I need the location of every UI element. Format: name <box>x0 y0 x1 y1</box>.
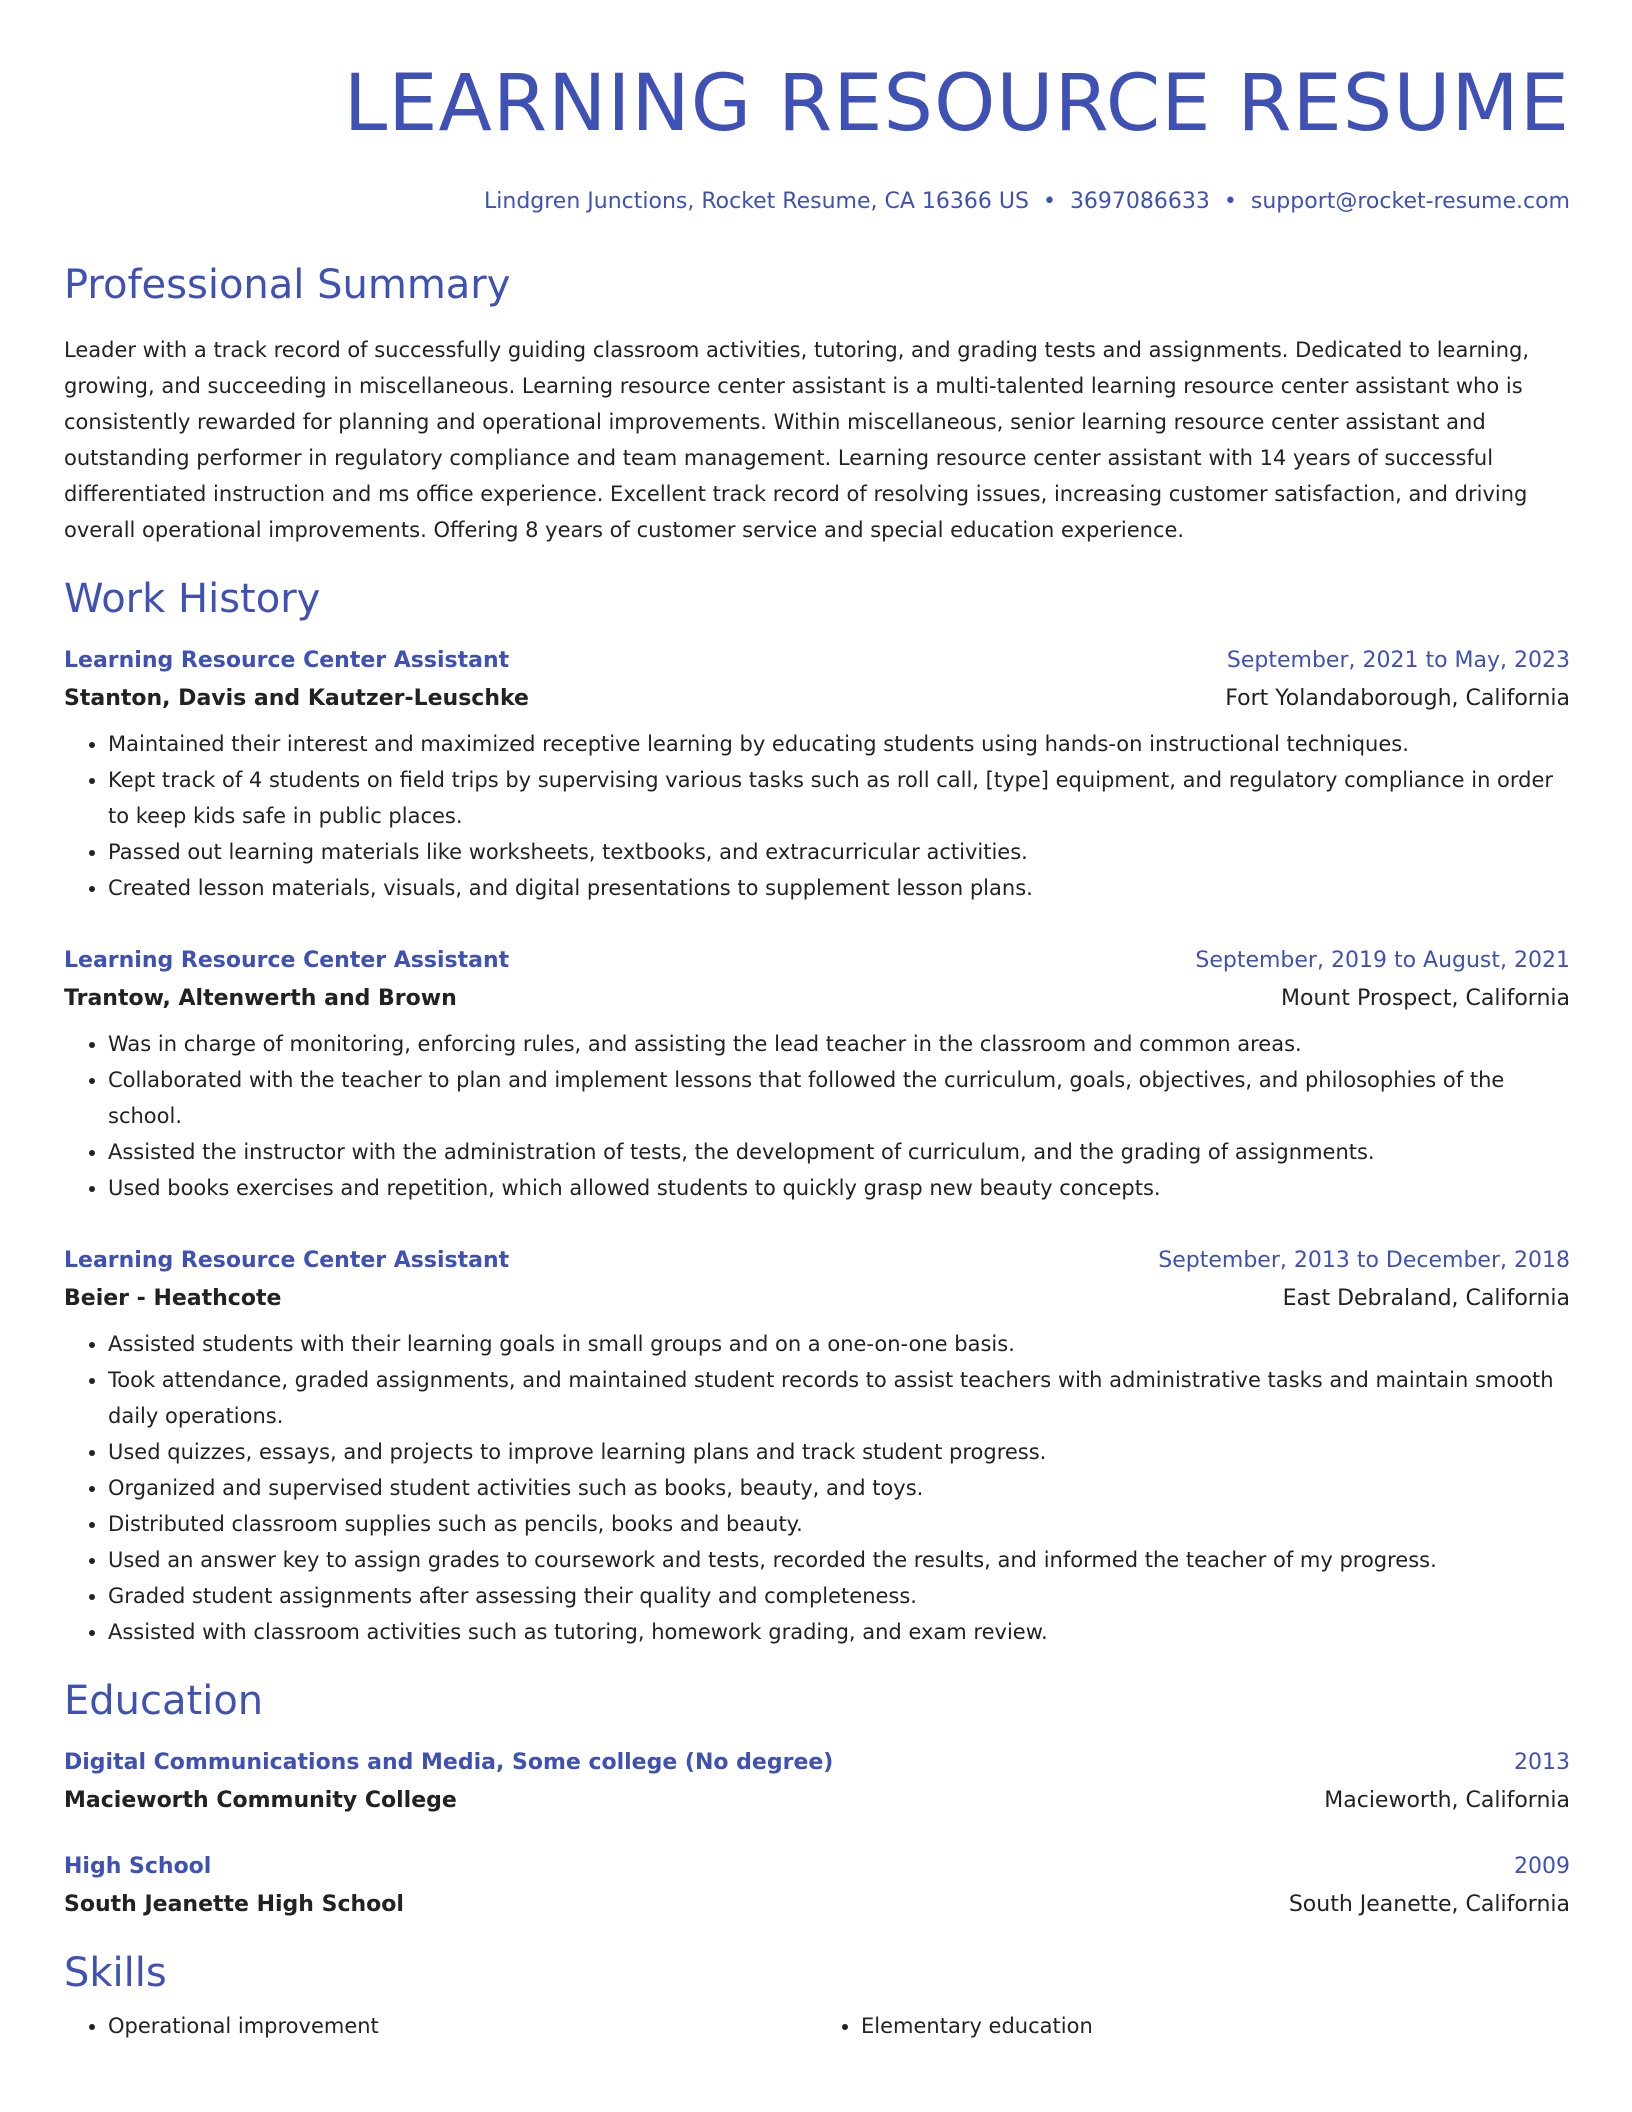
job-role: Learning Resource Center Assistant <box>64 948 510 973</box>
job-bullet: • Assisted the instructor with the administration of tests, the development of curriculum, and the grading of assignments. <box>108 1134 1570 1170</box>
education-year: 2013 <box>1514 1750 1570 1775</box>
resume-header <box>64 56 1570 216</box>
job-company-row <box>64 984 1570 1014</box>
education-school-row <box>64 1890 1570 1920</box>
job-location: Mount Prospect, California <box>1281 986 1570 1011</box>
contact-address: Lindgren Junctions, Rocket Resume, CA 16366 US <box>484 189 1029 214</box>
job-title-row <box>64 646 1570 676</box>
job-bullet: • Passed out learning materials like worksheets, textbooks, and extracurricular activities. <box>108 834 1570 870</box>
contact-separator: • <box>1042 189 1056 214</box>
job-company-row <box>64 1284 1570 1314</box>
education-degree-row <box>64 1748 1570 1778</box>
job-bullet: • Used books exercises and repetition, which allowed students to quickly grasp new beauty concepts. <box>108 1170 1570 1206</box>
job-bullet: • Kept track of 4 students on field trips by supervising various tasks such as roll call, [type] equipment, and regulatory compliance in order to keep kids safe in public places. <box>108 762 1570 834</box>
education-title: Education <box>64 1678 264 1724</box>
education-list <box>64 1748 1570 1920</box>
job-bullet: • Assisted students with their learning goals in small groups and on a one-on-one basis. <box>108 1326 1570 1362</box>
skills-list <box>64 2008 1570 2044</box>
education-degree: Digital Communications and Media, Some college (No degree) <box>64 1750 834 1775</box>
job-bullet: • Collaborated with the teacher to plan and implement lessons that followed the curriculum, goals, objectives, and philosophies of the school. <box>108 1062 1570 1134</box>
job-bullet: • Organized and supervised student activities such as books, beauty, and toys. <box>108 1470 1570 1506</box>
skills-column-left <box>64 2008 817 2044</box>
job-bullet: • Used an answer key to assign grades to coursework and tests, recorded the results, and informed the teacher of my progress. <box>108 1542 1570 1578</box>
job-bullet: • Distributed classroom supplies such as pencils, books and beauty. <box>108 1506 1570 1542</box>
education-entry <box>64 1852 1570 1920</box>
skill-item: • Elementary education <box>861 2008 1570 2044</box>
job-dates: September, 2021 to May, 2023 <box>1226 648 1570 673</box>
job-title-row <box>64 1246 1570 1276</box>
job-bullets <box>64 726 1570 906</box>
job-entry <box>64 646 1570 906</box>
education-school-row <box>64 1786 1570 1816</box>
job-location: East Debraland, California <box>1282 1286 1570 1311</box>
job-dates: September, 2019 to August, 2021 <box>1195 948 1570 973</box>
education-year: 2009 <box>1514 1854 1570 1879</box>
job-bullets <box>64 1026 1570 1206</box>
job-bullet: • Assisted with classroom activities such as tutoring, homework grading, and exam review. <box>108 1614 1570 1650</box>
skills-title: Skills <box>64 1950 167 1996</box>
summary-title: Professional Summary <box>64 262 511 308</box>
job-company: Beier - Heathcote <box>64 1286 282 1311</box>
job-dates: September, 2013 to December, 2018 <box>1158 1248 1570 1273</box>
job-bullets <box>64 1326 1570 1650</box>
contact-line <box>64 188 1570 216</box>
job-company-row <box>64 684 1570 714</box>
education-location: Macieworth, California <box>1324 1788 1570 1813</box>
education-location: South Jeanette, California <box>1288 1892 1570 1917</box>
skills-column-right <box>817 2008 1570 2044</box>
job-bullet: • Maintained their interest and maximized receptive learning by educating students using hands-on instructional techniques. <box>108 726 1570 762</box>
contact-email: support@rocket-resume.com <box>1250 189 1570 214</box>
contact-phone: 3697086633 <box>1069 189 1210 214</box>
resume-name: LEARNING RESOURCE RESUME <box>343 59 1570 149</box>
job-entry <box>64 1246 1570 1650</box>
education-degree-row <box>64 1852 1570 1882</box>
contact-separator: • <box>1223 189 1237 214</box>
job-bullet: • Was in charge of monitoring, enforcing rules, and assisting the lead teacher in the classroom and common areas. <box>108 1026 1570 1062</box>
education-school: South Jeanette High School <box>64 1892 404 1917</box>
job-entry <box>64 946 1570 1206</box>
job-title-row <box>64 946 1570 976</box>
job-bullet: • Created lesson materials, visuals, and digital presentations to supplement lesson plans. <box>108 870 1570 906</box>
job-role: Learning Resource Center Assistant <box>64 648 510 673</box>
job-company: Trantow, Altenwerth and Brown <box>64 986 457 1011</box>
job-bullet: • Graded student assignments after assessing their quality and completeness. <box>108 1578 1570 1614</box>
job-bullet: • Used quizzes, essays, and projects to improve learning plans and track student progress. <box>108 1434 1570 1470</box>
education-entry <box>64 1748 1570 1816</box>
education-school: Macieworth Community College <box>64 1788 457 1813</box>
job-role: Learning Resource Center Assistant <box>64 1248 510 1273</box>
education-degree: High School <box>64 1854 212 1879</box>
skill-item: • Operational improvement <box>108 2008 817 2044</box>
summary-text: Leader with a track record of successfully guiding classroom activities, tutoring, and grading tests and assignments. Dedicated to learning, growing, and succeeding in miscellaneous. Learning resource center assistant is a multi-talented learning resource center assistant who is consistently rewarded for planning and operational improvements. Within miscellaneous, senior learning resource center assistant and outstanding performer in regulatory compliance and team management. Learning resource center assistant with 14 years of successful differentiated instruction and ms office experience. Excellent track record of resolving issues, increasing customer satisfaction, and driving overall operational improvements. Offering 8 years of customer service and special education experience. <box>64 338 1530 542</box>
job-bullet: • Took attendance, graded assignments, and maintained student records to assist teachers with administrative tasks and maintain smooth daily operations. <box>108 1362 1570 1434</box>
job-location: Fort Yolandaborough, California <box>1225 686 1570 711</box>
job-company: Stanton, Davis and Kautzer-Leuschke <box>64 686 529 711</box>
work-history-list <box>64 646 1570 1650</box>
work-history-title: Work History <box>64 576 321 622</box>
